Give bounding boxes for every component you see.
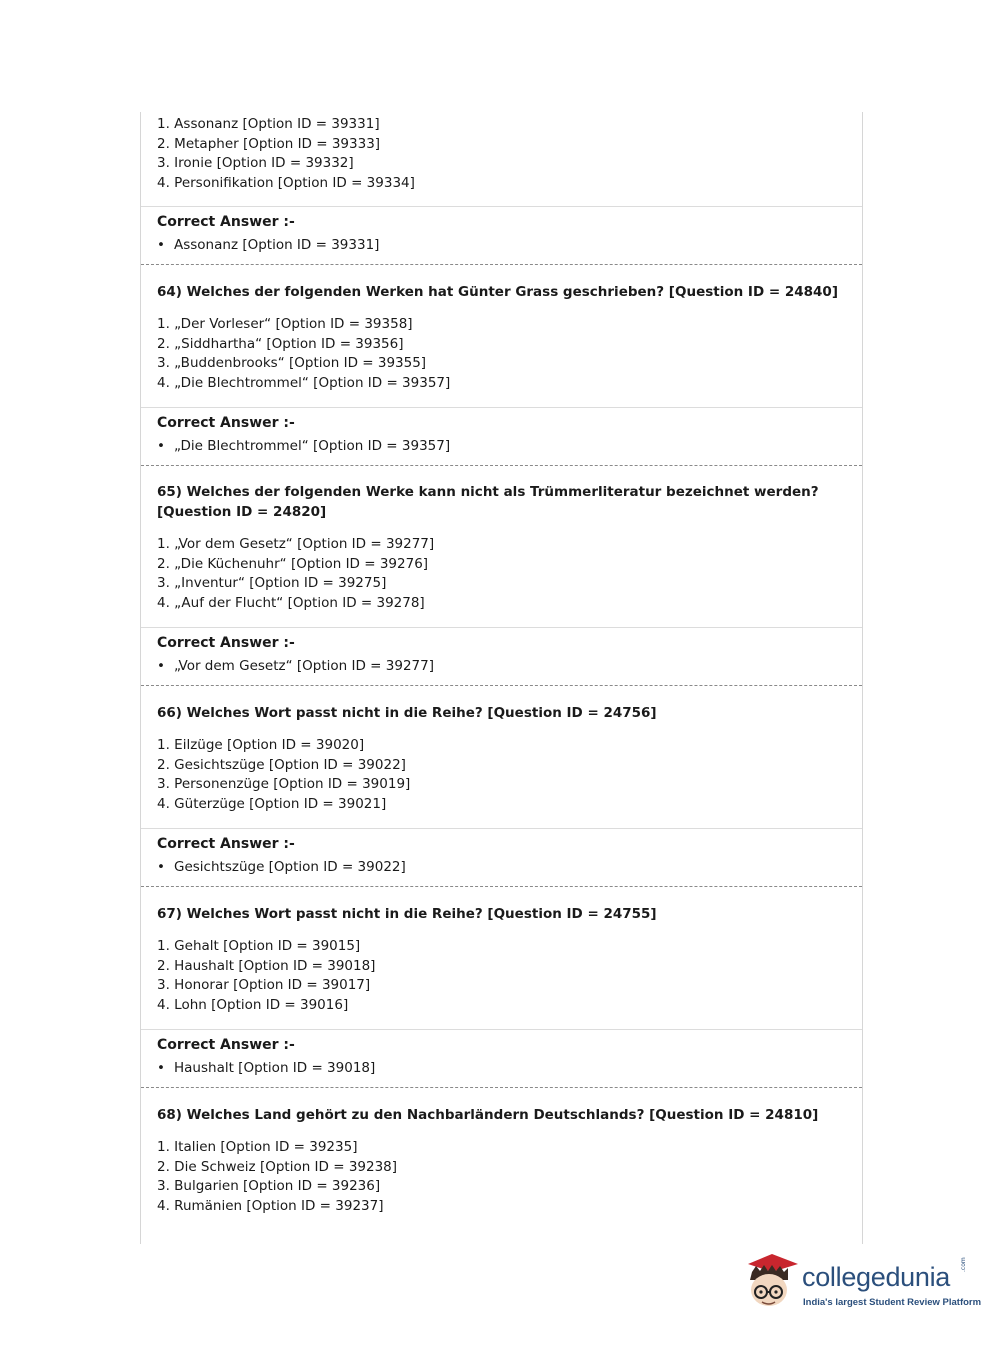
question-68 <box>141 1105 862 1216</box>
correct-answer-value: • Gesichtszüge [Option ID = 39022] <box>157 859 406 875</box>
logo-wordmark: collegedunia <box>802 1262 951 1292</box>
question-65 <box>141 482 862 613</box>
options-list <box>157 937 862 1015</box>
question-text: 68) Welches Land gehört zu den Nachbarländern Deutschlands? [Question ID = 24810] <box>157 1107 819 1123</box>
option-item: 1. Assonanz [Option ID = 39331] <box>157 116 380 132</box>
correct-answer-value: • Haushalt [Option ID = 39018] <box>157 1060 376 1076</box>
option-item: 4. Personifikation [Option ID = 39334] <box>157 174 415 191</box>
correct-answer-label: Correct Answer :- <box>157 415 295 431</box>
bullet-icon: • <box>157 1060 165 1076</box>
option-item: 3. „Buddenbrooks“ [Option ID = 39355] <box>157 355 427 371</box>
option-item: 3. Ironie [Option ID = 39332] <box>157 155 354 171</box>
mascot-icon <box>742 1250 800 1314</box>
option-item: 2. Metapher [Option ID = 39333] <box>157 135 381 152</box>
question-text-line-2: [Question ID = 24820] <box>157 504 327 520</box>
question-text: 66) Welches Wort passt nicht in die Reihe? [Question ID = 24756] <box>157 705 657 721</box>
question-text: 64) Welches der folgenden Werken hat Günter Grass geschrieben? [Question ID = 24840] <box>157 284 838 300</box>
question-separator <box>141 465 862 466</box>
option-item: 1. „Vor dem Gesetz“ [Option ID = 39277] <box>157 536 435 552</box>
logo-tagline: India's largest Student Review Platform <box>803 1297 982 1308</box>
correct-answer-label: Correct Answer :- <box>157 635 295 651</box>
correct-answer-66 <box>141 834 862 877</box>
option-item: 3. Honorar [Option ID = 39017] <box>157 977 371 993</box>
correct-answer-value: • „Vor dem Gesetz“ [Option ID = 39277] <box>157 658 434 674</box>
question-text: 67) Welches Wort passt nicht in die Reihe? [Question ID = 24755] <box>157 906 657 922</box>
collegedunia-logo <box>742 1250 982 1314</box>
option-item: 1. Eilzüge [Option ID = 39020] <box>157 737 365 753</box>
option-item: 2. Haushalt [Option ID = 39018] <box>157 957 376 974</box>
option-item: 4. Güterzüge [Option ID = 39021] <box>157 795 387 812</box>
option-item: 3. Bulgarien [Option ID = 39236] <box>157 1178 381 1194</box>
option-item: 4. Lohn [Option ID = 39016] <box>157 996 349 1013</box>
bullet-icon: • <box>157 658 165 674</box>
option-item: 4. Rumänien [Option ID = 39237] <box>157 1197 384 1214</box>
question-64 <box>141 282 862 393</box>
correct-answer-value: • Assonanz [Option ID = 39331] <box>157 237 380 253</box>
question-text-line-1: 65) Welches der folgenden Werke kann nicht als Trümmerliteratur bezeichnet werden? <box>157 484 819 500</box>
options-list <box>157 736 862 814</box>
question-67 <box>141 904 862 1015</box>
option-item: 1. Italien [Option ID = 39235] <box>157 1139 358 1155</box>
correct-answer-63 <box>141 212 862 255</box>
question-separator <box>141 264 862 265</box>
divider <box>141 627 862 628</box>
correct-answer-67 <box>141 1035 862 1078</box>
bullet-icon: • <box>157 438 165 454</box>
option-item: 2. „Siddhartha“ [Option ID = 39356] <box>157 335 404 352</box>
option-item: 4. „Auf der Flucht“ [Option ID = 39278] <box>157 594 425 611</box>
bullet-icon: • <box>157 237 165 253</box>
options-list <box>157 315 862 393</box>
question-separator <box>141 886 862 887</box>
option-item: 4. „Die Blechtrommel“ [Option ID = 39357] <box>157 374 451 391</box>
divider <box>141 828 862 829</box>
divider <box>141 206 862 207</box>
correct-answer-label: Correct Answer :- <box>157 214 295 230</box>
question-66 <box>141 703 862 814</box>
question-separator <box>141 685 862 686</box>
bullet-icon: • <box>157 859 165 875</box>
option-item: 3. Personenzüge [Option ID = 39019] <box>157 776 411 792</box>
question-paper <box>140 112 863 1244</box>
divider <box>141 407 862 408</box>
option-item: 1. „Der Vorleser“ [Option ID = 39358] <box>157 316 413 332</box>
option-item: 2. Gesichtszüge [Option ID = 39022] <box>157 756 406 773</box>
question-63-options <box>141 115 862 193</box>
option-item: 2. „Die Küchenuhr“ [Option ID = 39276] <box>157 555 429 572</box>
options-list <box>157 535 862 613</box>
correct-answer-label: Correct Answer :- <box>157 836 295 852</box>
option-item: 3. „Inventur“ [Option ID = 39275] <box>157 575 387 591</box>
correct-answer-64 <box>141 413 862 456</box>
option-item: 1. Gehalt [Option ID = 39015] <box>157 938 361 954</box>
correct-answer-label: Correct Answer :- <box>157 1037 295 1053</box>
option-item: 2. Die Schweiz [Option ID = 39238] <box>157 1158 398 1175</box>
correct-answer-65 <box>141 633 862 676</box>
correct-answer-value: • „Die Blechtrommel“ [Option ID = 39357] <box>157 438 451 454</box>
divider <box>141 1029 862 1030</box>
logo-domain: .com <box>960 1257 967 1272</box>
options-list <box>157 1138 862 1216</box>
question-separator <box>141 1087 862 1088</box>
